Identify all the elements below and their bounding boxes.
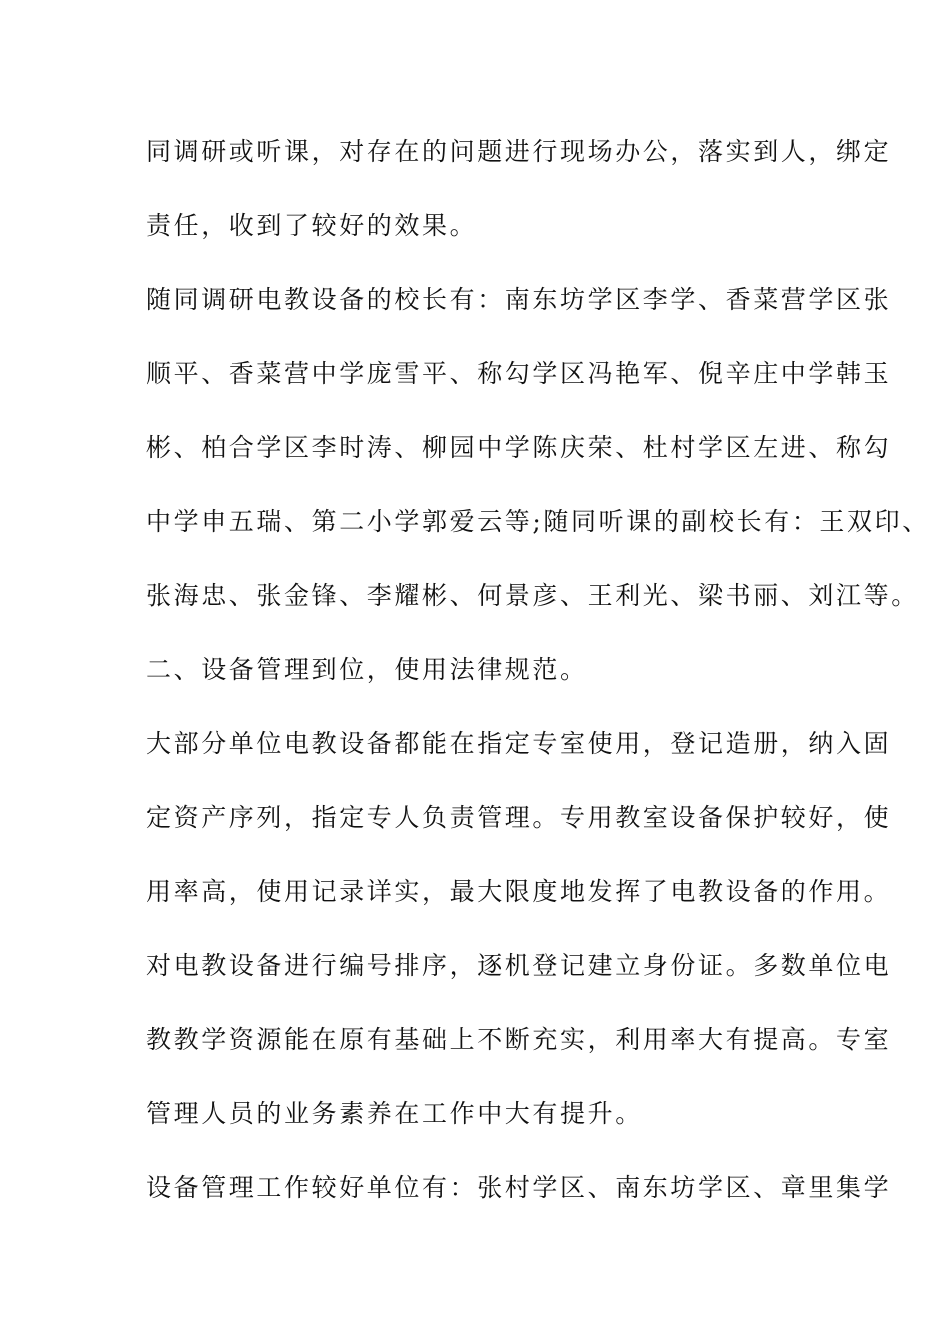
text-line: 同调研或听课，对存在的问题进行现场办公，落实到人，绑定: [146, 137, 892, 166]
text-line: 彬、柏合学区李时涛、柳园中学陈庆荣、杜村学区左进、称勾: [146, 433, 892, 462]
text-line: 张海忠、张金锋、李耀彬、何景彦、王利光、梁书丽、刘江等。: [146, 581, 919, 610]
text-line: 随同调研电教设备的校长有：南东坊学区李学、香菜营学区张: [146, 285, 892, 314]
text-line: 责任，收到了较好的效果。: [146, 211, 478, 240]
text-line: 教教学资源能在原有基础上不断充实，利用率大有提高。专室: [146, 1025, 892, 1054]
section-heading: 二、设备管理到位，使用法律规范。: [146, 655, 588, 684]
text-line: 用率高，使用记录详实，最大限度地发挥了电教设备的作用。: [146, 877, 892, 906]
text-line: 顺平、香菜营中学庞雪平、称勾学区冯艳军、倪辛庄中学韩玉: [146, 359, 892, 388]
text-line: 中学申五瑞、第二小学郭爱云等;随同听课的副校长有：王双印、: [146, 507, 930, 536]
text-line: 管理人员的业务素养在工作中大有提升。: [146, 1099, 643, 1128]
text-line: 对电教设备进行编号排序，逐机登记建立身份证。多数单位电: [146, 951, 892, 980]
text-line: 定资产序列，指定专人负责管理。专用教室设备保护较好，使: [146, 803, 892, 832]
text-line: 大部分单位电教设备都能在指定专室使用，登记造册，纳入固: [146, 729, 892, 758]
text-line: 设备管理工作较好单位有：张村学区、南东坊学区、章里集学: [146, 1173, 892, 1202]
